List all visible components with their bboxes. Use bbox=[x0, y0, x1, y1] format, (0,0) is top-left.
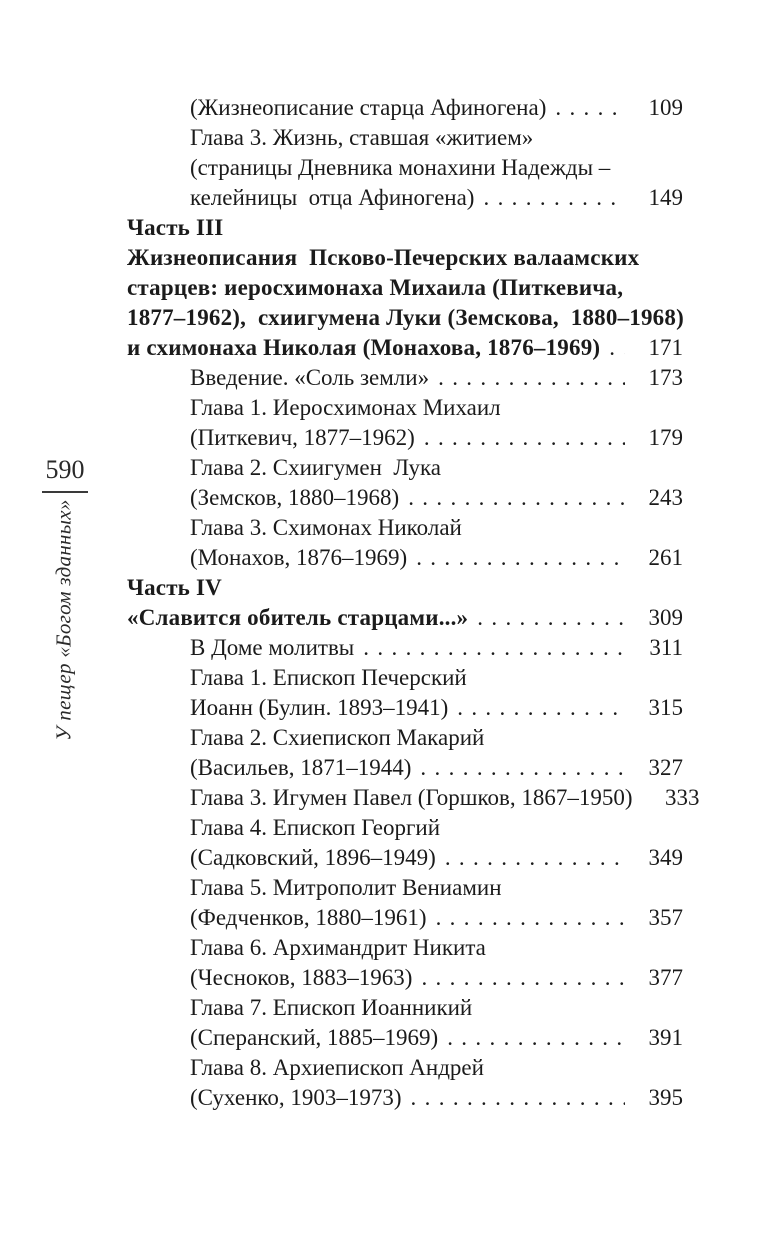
toc-entry-text: (Жизнеописание старца Афиногена) bbox=[190, 95, 547, 120]
toc-entry-text: Глава 4. Епископ Георгий bbox=[190, 815, 441, 840]
toc-entry-text: Глава 1. Епископ Печерский bbox=[190, 665, 467, 690]
toc-entry-text: (Васильев, 1871–1944) bbox=[190, 755, 412, 780]
toc-entry bbox=[127, 543, 683, 573]
toc-entry-text: (Монахов, 1876–1969) bbox=[190, 545, 408, 570]
toc-entry bbox=[127, 273, 683, 303]
toc-entry-page: 179 bbox=[648, 425, 683, 450]
toc-dot-leader bbox=[363, 633, 625, 663]
toc-dot-leader bbox=[555, 93, 625, 123]
toc-entry-page: 349 bbox=[648, 845, 683, 870]
toc-entry bbox=[127, 753, 683, 783]
toc-entry-text: (страницы Дневника монахини Надежды – bbox=[190, 155, 611, 180]
toc-entry bbox=[127, 603, 683, 633]
toc-entry bbox=[127, 243, 683, 273]
toc-entry bbox=[127, 1053, 683, 1083]
toc-entry bbox=[127, 423, 683, 453]
toc-entry-text: Глава 7. Епископ Иоанникий bbox=[190, 995, 473, 1020]
toc-entry-page: 333 bbox=[664, 785, 700, 810]
toc-entry bbox=[127, 873, 683, 903]
toc-entry-text: старцев: иеросхимонаха Михаила (Питкевича, bbox=[127, 275, 624, 300]
toc-entry-text: (Сперанский, 1885–1969) bbox=[190, 1025, 439, 1050]
toc-entry-text: (Чесноков, 1883–1963) bbox=[190, 965, 413, 990]
toc-entry-page: 391 bbox=[648, 1025, 683, 1050]
toc-entry-text: (Садковский, 1896–1949) bbox=[190, 845, 436, 870]
toc-entry-page: 315 bbox=[648, 695, 683, 720]
toc-entry-text: Глава 3. Схимонах Николай bbox=[190, 515, 462, 540]
toc-dot-leader bbox=[477, 603, 625, 633]
toc-dot-leader bbox=[447, 1023, 625, 1053]
toc-entry bbox=[127, 933, 683, 963]
toc-dot-leader bbox=[438, 363, 625, 393]
toc-entry bbox=[127, 903, 683, 933]
toc-entry-text: (Питкевич, 1877–1962) bbox=[190, 425, 415, 450]
toc-dot-leader bbox=[421, 963, 625, 993]
toc-entry bbox=[127, 663, 683, 693]
toc-entry bbox=[127, 213, 683, 243]
toc-entry bbox=[127, 813, 683, 843]
toc-entry-page: 109 bbox=[648, 95, 683, 120]
toc-entry bbox=[127, 633, 683, 663]
toc-entry-text: Глава 5. Митрополит Вениамин bbox=[190, 875, 502, 900]
toc-dot-leader bbox=[457, 693, 625, 723]
toc-entry-text: Глава 3. Игумен Павел (Горшков, 1867–1950) bbox=[190, 785, 633, 810]
toc-entry bbox=[127, 303, 683, 333]
toc-entry-page: 171 bbox=[648, 335, 683, 360]
toc-entry bbox=[127, 183, 683, 213]
toc-entry-text: (Земсков, 1880–1968) bbox=[190, 485, 400, 510]
toc-entry bbox=[127, 513, 683, 543]
folio-page-number: 590 bbox=[45, 455, 85, 484]
toc-entry bbox=[127, 843, 683, 873]
toc-entry bbox=[127, 573, 683, 603]
toc-entry-text: Глава 6. Архимандрит Никита bbox=[190, 935, 486, 960]
toc-entry-page: 377 bbox=[648, 965, 683, 990]
toc-entry-text: (Сухенко, 1903–1973) bbox=[190, 1085, 402, 1110]
toc-entry-page: 327 bbox=[648, 755, 683, 780]
toc-entry-text: и схимонаха Николая (Монахова, 1876–1969) bbox=[127, 335, 601, 360]
toc-entry-page: 395 bbox=[648, 1085, 683, 1110]
toc-entry-text: Часть IV bbox=[127, 575, 222, 600]
toc-entry bbox=[127, 1023, 683, 1053]
toc-entry bbox=[127, 783, 700, 813]
toc-dot-leader bbox=[411, 1083, 625, 1113]
toc-entry-text: Глава 3. Жизнь, ставшая «житием» bbox=[190, 125, 534, 150]
toc-dot-leader bbox=[436, 903, 625, 933]
running-title: У пещер «Богом зданных» bbox=[51, 499, 76, 741]
toc-entry bbox=[127, 483, 683, 513]
toc-entry bbox=[127, 723, 683, 753]
toc-entry bbox=[127, 333, 683, 363]
toc-entry bbox=[127, 1083, 683, 1113]
toc-entry-page: 173 bbox=[648, 365, 683, 390]
toc-dot-leader bbox=[408, 483, 625, 513]
toc-entry bbox=[127, 993, 683, 1023]
toc-entry-text: Глава 1. Иеросхимонах Михаил bbox=[190, 395, 501, 420]
toc-entry bbox=[127, 963, 683, 993]
toc-entry-page: 149 bbox=[648, 185, 683, 210]
toc-entry-page: 243 bbox=[648, 485, 683, 510]
toc-entry-text: Глава 8. Архиепископ Андрей bbox=[190, 1055, 484, 1080]
toc-dot-leader bbox=[483, 183, 625, 213]
toc-entry-text: Иоанн (Булин. 1893–1941) bbox=[190, 695, 449, 720]
toc-entry bbox=[127, 393, 683, 423]
toc-entry-page: 357 bbox=[648, 905, 683, 930]
toc-entry-text: «Славится обитель старцами...» bbox=[127, 605, 469, 630]
toc-entry bbox=[127, 93, 683, 123]
toc-dot-leader bbox=[424, 423, 625, 453]
toc-entry-page: 309 bbox=[648, 605, 683, 630]
toc-entry-text: Жизнеописания Псково-Печерских валаамских bbox=[127, 245, 640, 270]
toc-dot-leader bbox=[445, 843, 625, 873]
toc-entry-text: келейницы отца Афиногена) bbox=[190, 185, 475, 210]
table-of-contents bbox=[127, 93, 700, 1113]
toc-entry-page: 311 bbox=[649, 635, 683, 660]
toc-entry-text: Часть III bbox=[127, 215, 224, 240]
toc-entry-text: Глава 2. Схиигумен Лука bbox=[190, 455, 441, 480]
toc-entry bbox=[127, 363, 683, 393]
toc-entry bbox=[127, 123, 683, 153]
toc-entry bbox=[127, 153, 683, 183]
folio-rule bbox=[42, 491, 88, 493]
toc-dot-leader bbox=[609, 333, 625, 363]
toc-dot-leader bbox=[416, 543, 625, 573]
toc-entry-page: 261 bbox=[648, 545, 683, 570]
toc-entry-text: Глава 2. Схиепископ Макарий bbox=[190, 725, 485, 750]
toc-entry bbox=[127, 693, 683, 723]
toc-entry-text: (Федченков, 1880–1961) bbox=[190, 905, 427, 930]
toc-entry-text: 1877–1962), схиигумена Луки (Земскова, 1880–1968) bbox=[127, 305, 684, 330]
toc-entry-text: Введение. «Соль земли» bbox=[190, 365, 430, 390]
toc-entry-text: В Доме молитвы bbox=[190, 635, 355, 660]
toc-dot-leader bbox=[420, 753, 625, 783]
toc-entry bbox=[127, 453, 683, 483]
